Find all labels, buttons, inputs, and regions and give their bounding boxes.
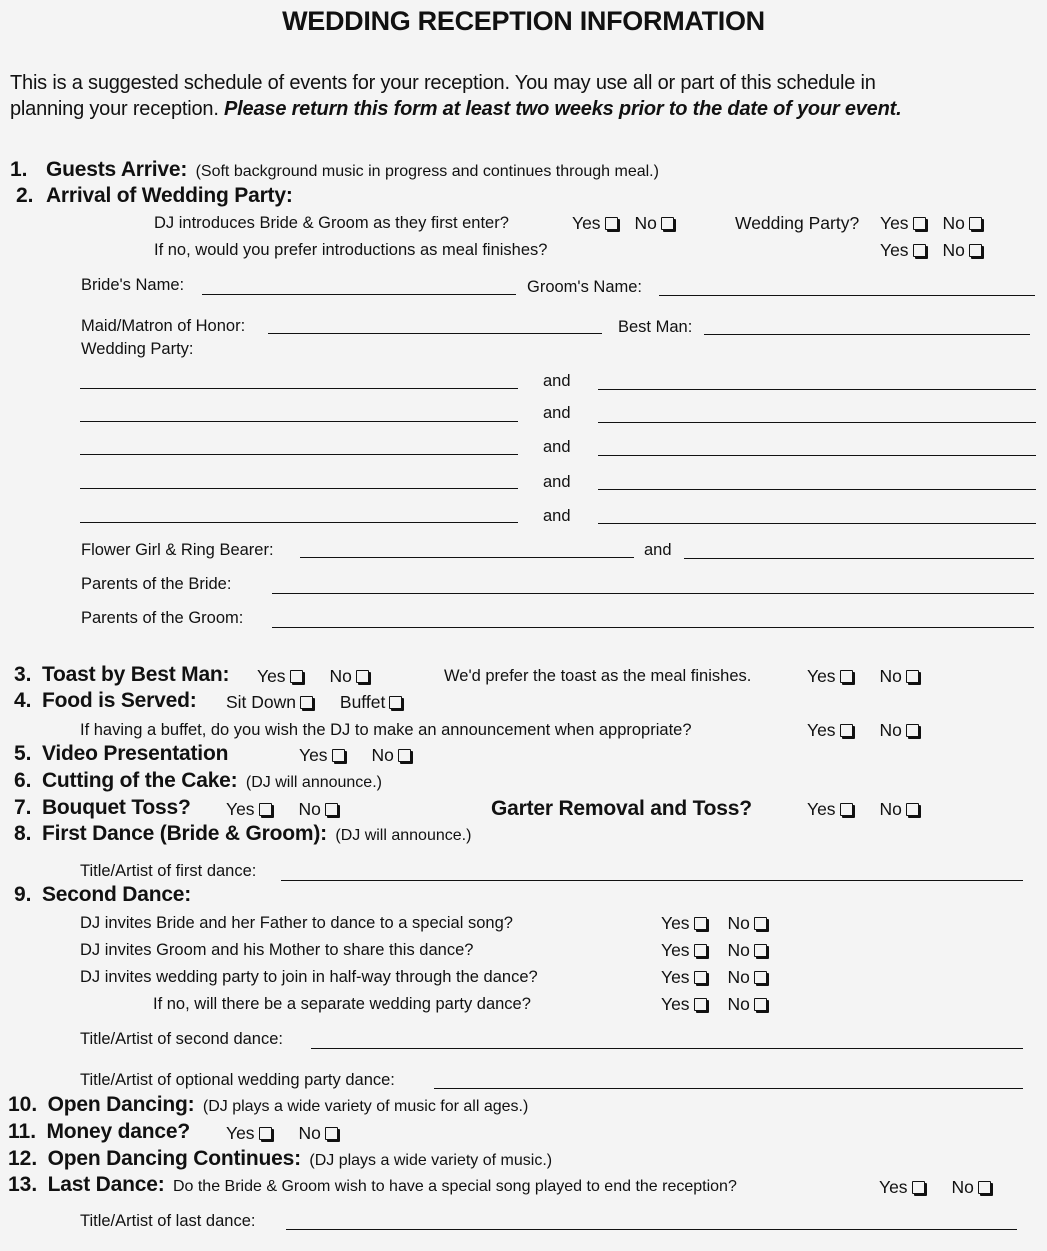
item-number: 3.	[14, 663, 32, 686]
checkbox[interactable]	[300, 696, 313, 709]
buffet-option[interactable]	[340, 692, 402, 713]
parents-groom-label: Parents of the Groom:	[81, 609, 244, 627]
item-number: 13.	[8, 1173, 38, 1196]
toast-after-meal-question: We'd prefer the toast as the meal finishes.	[444, 667, 752, 685]
no-option[interactable]	[727, 913, 766, 934]
and-label: and	[543, 404, 571, 422]
no-option[interactable]	[298, 799, 337, 820]
item-number: 5.	[14, 742, 32, 765]
no-label: No	[298, 799, 321, 819]
no-label: No	[879, 799, 902, 819]
yes-label: Yes	[226, 799, 255, 819]
wedding-party-field-left[interactable]	[80, 454, 518, 455]
no-option[interactable]	[879, 799, 918, 820]
item-cake	[14, 769, 382, 793]
first-dance-label: Title/Artist of first dance:	[80, 862, 257, 880]
father-dance-question: DJ invites Bride and her Father to dance to a special song?	[80, 914, 513, 932]
item-last-dance	[8, 1173, 737, 1197]
no-label: No	[298, 1123, 321, 1143]
mother-dance-options	[661, 940, 767, 961]
no-option[interactable]	[727, 994, 766, 1015]
checkbox[interactable]	[754, 998, 767, 1011]
checkbox[interactable]	[969, 244, 982, 257]
food-options	[226, 692, 402, 713]
checkbox[interactable]	[325, 803, 338, 816]
wedding-party-intro-label: Wedding Party?	[735, 213, 860, 233]
checkbox[interactable]	[913, 217, 926, 230]
no-label: No	[951, 1177, 974, 1197]
checkbox[interactable]	[840, 724, 853, 737]
second-dance-label: Title/Artist of second dance:	[80, 1030, 283, 1048]
yes-label: Yes	[572, 213, 601, 233]
checkbox[interactable]	[605, 217, 618, 230]
yes-label: Yes	[880, 213, 909, 233]
checkbox[interactable]	[913, 244, 926, 257]
intro-after-meal-options	[880, 240, 982, 261]
item-toast	[14, 663, 229, 687]
garter-heading: Garter Removal and Toss?	[491, 797, 752, 820]
item-number: 11.	[8, 1120, 37, 1143]
no-label: No	[879, 666, 902, 686]
checkbox[interactable]	[754, 917, 767, 930]
father-dance-options	[661, 913, 767, 934]
item-number: 2.	[16, 184, 34, 207]
and-label: and	[543, 473, 571, 491]
no-label: No	[727, 913, 750, 933]
item-heading: Money dance?	[46, 1120, 190, 1143]
wedding-party-field-right[interactable]	[598, 455, 1036, 456]
yes-label: Yes	[257, 666, 286, 686]
intro-bride-groom-options	[572, 213, 674, 234]
maid-of-honor-label: Maid/Matron of Honor:	[81, 317, 246, 335]
buffet-announcement-options	[807, 720, 919, 741]
yes-option[interactable]	[880, 240, 926, 261]
buffet-label: Buffet	[339, 692, 386, 712]
wedding-party-join-options	[661, 967, 767, 988]
separate-party-dance-options	[661, 994, 767, 1015]
checkbox[interactable]	[398, 749, 411, 762]
item-heading: Last Dance:	[47, 1173, 165, 1196]
item-number: 9.	[14, 883, 32, 906]
wedding-party-intro-options	[880, 213, 982, 234]
no-option[interactable]	[727, 967, 766, 988]
parents-groom-field[interactable]	[272, 627, 1034, 628]
no-label: No	[879, 720, 902, 740]
wedding-party-field-left[interactable]	[80, 421, 518, 422]
item-bouquet	[14, 796, 191, 820]
intro-after-meal-question: If no, would you prefer introductions as meal finishes?	[154, 241, 548, 259]
wedding-party-label: Wedding Party:	[81, 340, 194, 358]
checkbox[interactable]	[906, 724, 919, 737]
item-open-dancing	[8, 1093, 528, 1117]
wedding-party-field-right[interactable]	[598, 389, 1036, 390]
no-option[interactable]	[371, 745, 410, 766]
item-heading: Open Dancing:	[47, 1093, 195, 1116]
buffet-announcement-question: If having a buffet, do you wish the DJ to make an announcement when appropriate?	[80, 721, 692, 739]
party-dance-label: Title/Artist of optional wedding party dance:	[80, 1071, 395, 1089]
item-number: 12.	[8, 1147, 38, 1170]
and-label: and	[543, 507, 571, 525]
no-option[interactable]	[329, 666, 368, 687]
wedding-party-field-left[interactable]	[80, 488, 518, 489]
and-label: and	[543, 438, 571, 456]
best-man-label: Best Man:	[618, 318, 693, 336]
yes-option[interactable]	[807, 720, 853, 741]
yes-label: Yes	[879, 1177, 908, 1197]
checkbox[interactable]	[694, 944, 707, 957]
item-number: 7.	[14, 796, 32, 819]
item-food	[14, 689, 197, 713]
yes-label: Yes	[299, 745, 328, 765]
checkbox[interactable]	[332, 749, 345, 762]
wedding-party-join-question: DJ invites wedding party to join in half-way through the dance?	[80, 968, 538, 986]
second-dance-field[interactable]	[311, 1048, 1023, 1049]
yes-option[interactable]	[257, 666, 303, 687]
yes-option[interactable]	[807, 666, 853, 687]
checkbox[interactable]	[259, 1127, 272, 1140]
wedding-party-field-right[interactable]	[598, 422, 1036, 423]
item-heading: Cutting of the Cake:	[41, 769, 238, 792]
no-option[interactable]	[951, 1177, 990, 1198]
yes-option[interactable]	[880, 213, 926, 234]
item-first-dance	[14, 822, 471, 846]
no-label: No	[942, 213, 965, 233]
item-heading: Arrival of Wedding Party:	[45, 184, 293, 207]
last-dance-question: Do the Bride & Groom wish to have a special song played to end the reception?	[172, 1178, 737, 1195]
item-note: (DJ plays a wide variety of music.)	[309, 1152, 553, 1169]
checkbox[interactable]	[754, 971, 767, 984]
item-guests-arrive	[10, 158, 659, 182]
grooms-name-label: Groom's Name:	[527, 278, 643, 296]
garter-options	[807, 799, 919, 820]
checkbox[interactable]	[906, 670, 919, 683]
no-label: No	[634, 213, 657, 233]
last-dance-label: Title/Artist of last dance:	[80, 1212, 256, 1230]
sit-down-option[interactable]	[226, 692, 313, 713]
last-dance-field[interactable]	[286, 1229, 1017, 1230]
yes-option[interactable]	[661, 913, 707, 934]
no-label: No	[371, 745, 394, 765]
yes-option[interactable]	[226, 1123, 272, 1144]
no-label: No	[727, 940, 750, 960]
yes-option[interactable]	[661, 994, 707, 1015]
yes-label: Yes	[807, 799, 836, 819]
last-dance-options	[879, 1177, 991, 1198]
no-option[interactable]	[942, 240, 981, 261]
item-number: 6.	[14, 769, 32, 792]
checkbox[interactable]	[978, 1181, 991, 1194]
no-label: No	[727, 994, 750, 1014]
toast-after-meal-options	[807, 666, 919, 687]
yes-label: Yes	[807, 720, 836, 740]
brides-name-field[interactable]	[202, 294, 516, 295]
yes-label: Yes	[661, 967, 690, 987]
checkbox[interactable]	[356, 670, 369, 683]
yes-option[interactable]	[299, 745, 345, 766]
no-label: No	[727, 967, 750, 987]
flower-girl-label: Flower Girl & Ring Bearer:	[81, 541, 274, 559]
checkbox[interactable]	[840, 670, 853, 683]
ring-bearer-field[interactable]	[684, 558, 1034, 559]
sit-down-label: Sit Down	[226, 692, 297, 712]
yes-label: Yes	[880, 240, 909, 260]
checkbox[interactable]	[259, 803, 272, 816]
item-number: 8.	[14, 822, 32, 845]
intro-text: planning your reception.	[10, 98, 225, 120]
no-option[interactable]	[634, 213, 673, 234]
brides-name-label: Bride's Name:	[81, 276, 185, 294]
grooms-name-field[interactable]	[659, 295, 1035, 296]
checkbox[interactable]	[906, 803, 919, 816]
maid-of-honor-field[interactable]	[268, 333, 602, 334]
mother-dance-question: DJ invites Groom and his Mother to share this dance?	[80, 941, 474, 959]
best-man-field[interactable]	[704, 334, 1030, 335]
checkbox[interactable]	[694, 971, 707, 984]
item-heading: Second Dance:	[41, 883, 192, 906]
yes-option[interactable]	[226, 799, 272, 820]
item-heading: First Dance (Bride & Groom):	[41, 822, 327, 845]
yes-label: Yes	[661, 940, 690, 960]
money-dance-options	[226, 1123, 338, 1144]
checkbox[interactable]	[840, 803, 853, 816]
and-label: and	[543, 372, 571, 390]
wedding-party-field-left[interactable]	[80, 388, 518, 389]
checkbox[interactable]	[325, 1127, 338, 1140]
no-option[interactable]	[942, 213, 981, 234]
item-heading: Video Presentation	[41, 742, 229, 765]
return-instruction: Please return this form at least two weeks prior to the date of your event.	[224, 98, 902, 120]
checkbox[interactable]	[969, 217, 982, 230]
no-option[interactable]	[298, 1123, 337, 1144]
item-number: 10.	[8, 1093, 38, 1116]
yes-label: Yes	[807, 666, 836, 686]
yes-label: Yes	[226, 1123, 255, 1143]
item-heading: Open Dancing Continues:	[47, 1147, 301, 1170]
item-note: (DJ will announce.)	[245, 774, 382, 791]
item-number: 1.	[10, 158, 28, 181]
checkbox[interactable]	[694, 917, 707, 930]
checkbox[interactable]	[912, 1181, 925, 1194]
intro-line-1: This is a suggested schedule of events for your reception. You may use all or part of this schedule in	[10, 72, 876, 94]
checkbox[interactable]	[754, 944, 767, 957]
item-heading: Toast by Best Man:	[41, 663, 230, 686]
parents-bride-field[interactable]	[272, 593, 1034, 594]
item-money-dance	[8, 1120, 190, 1144]
item-heading: Guests Arrive:	[45, 158, 188, 181]
no-option[interactable]	[879, 720, 918, 741]
party-dance-field[interactable]	[434, 1088, 1023, 1089]
item-open-dancing-continues	[8, 1147, 552, 1171]
first-dance-field[interactable]	[281, 880, 1023, 881]
item-arrival-wedding-party	[16, 184, 293, 208]
video-options	[299, 745, 411, 766]
wedding-party-field-left[interactable]	[80, 522, 518, 523]
yes-option[interactable]	[661, 940, 707, 961]
item-number: 4.	[14, 689, 32, 712]
and-label: and	[644, 541, 672, 559]
intro-line-2	[10, 98, 901, 121]
yes-label: Yes	[661, 994, 690, 1014]
item-note: (DJ plays a wide variety of music for all ages.)	[202, 1098, 529, 1115]
yes-option[interactable]	[807, 799, 853, 820]
no-option[interactable]	[727, 940, 766, 961]
yes-option[interactable]	[661, 967, 707, 988]
checkbox[interactable]	[290, 670, 303, 683]
item-note: (Soft background music in progress and continues through meal.)	[195, 163, 659, 180]
no-label: No	[329, 666, 352, 686]
separate-party-dance-question: If no, will there be a separate wedding party dance?	[153, 995, 531, 1013]
wedding-party-field-right[interactable]	[598, 489, 1036, 490]
wedding-party-field-right[interactable]	[598, 523, 1036, 524]
item-video	[14, 742, 228, 766]
yes-label: Yes	[661, 913, 690, 933]
parents-bride-label: Parents of the Bride:	[81, 575, 232, 593]
intro-bride-groom-question: DJ introduces Bride & Groom as they first enter?	[154, 214, 509, 232]
checkbox[interactable]	[389, 696, 402, 709]
bouquet-options	[226, 799, 338, 820]
no-label: No	[942, 240, 965, 260]
toast-options	[257, 666, 369, 687]
no-option[interactable]	[879, 666, 918, 687]
yes-option[interactable]	[572, 213, 618, 234]
checkbox[interactable]	[661, 217, 674, 230]
yes-option[interactable]	[879, 1177, 925, 1198]
item-second-dance	[14, 883, 191, 907]
checkbox[interactable]	[694, 998, 707, 1011]
page-title: WEDDING RECEPTION INFORMATION	[282, 6, 765, 36]
flower-girl-field[interactable]	[300, 557, 634, 558]
item-heading: Food is Served:	[41, 689, 197, 712]
item-note: (DJ will announce.)	[335, 827, 472, 844]
item-heading: Bouquet Toss?	[41, 796, 191, 819]
